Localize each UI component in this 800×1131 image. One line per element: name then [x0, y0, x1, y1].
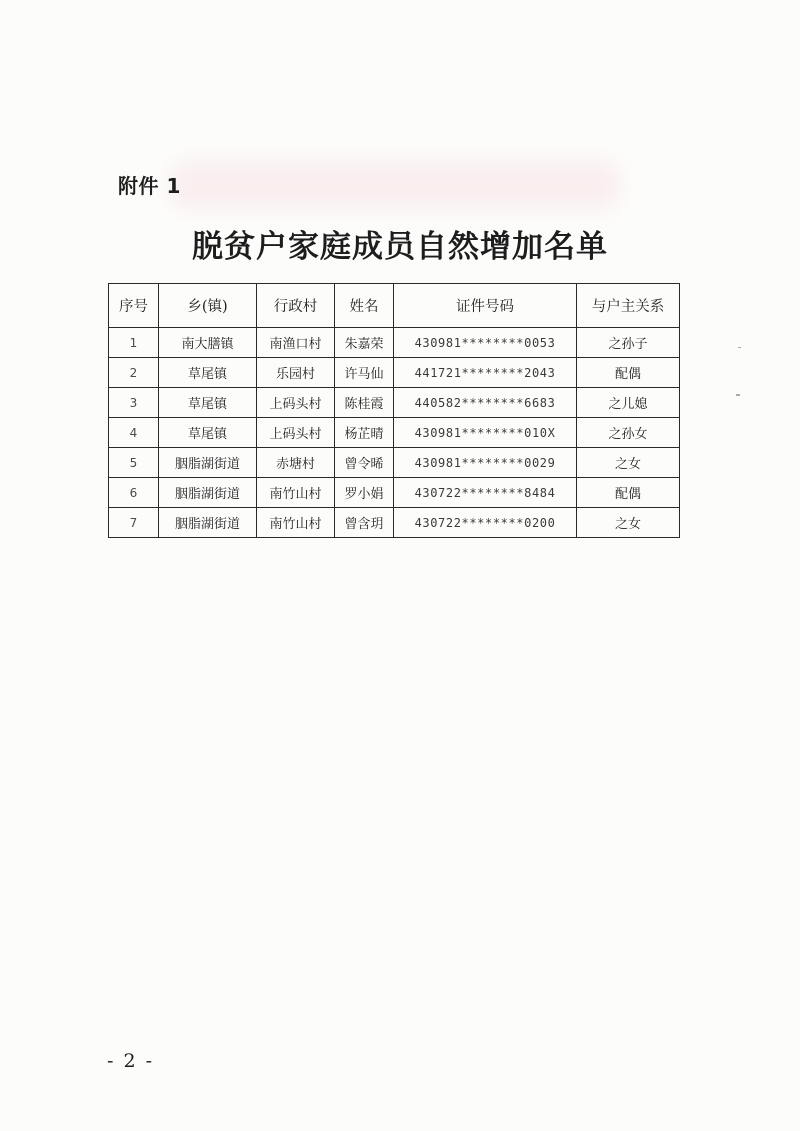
cell-town: 胭脂湖街道	[159, 478, 257, 508]
cell-relation: 之女	[577, 448, 680, 478]
cell-index: 6	[109, 478, 159, 508]
cell-index: 7	[109, 508, 159, 538]
header-index: 序号	[109, 284, 159, 328]
header-relation: 与户主关系	[577, 284, 680, 328]
roster-table	[108, 283, 680, 538]
cell-index: 1	[109, 328, 159, 358]
roster-table-container	[108, 283, 679, 538]
cell-relation: 之孙子	[577, 328, 680, 358]
cell-town: 胭脂湖街道	[159, 448, 257, 478]
table-header-row	[109, 284, 680, 328]
cell-name: 曾含玥	[335, 508, 394, 538]
cell-town: 草尾镇	[159, 388, 257, 418]
cell-index: 3	[109, 388, 159, 418]
cell-id-number: 430981********0053	[394, 328, 577, 358]
header-name: 姓名	[335, 284, 394, 328]
cell-name: 朱嘉荣	[335, 328, 394, 358]
cell-village: 赤塘村	[257, 448, 335, 478]
cell-id-number: 441721********2043	[394, 358, 577, 388]
page-number: - 2 -	[107, 1050, 155, 1072]
cell-town: 胭脂湖街道	[159, 508, 257, 538]
cell-id-number: 430722********8484	[394, 478, 577, 508]
table-row	[109, 478, 680, 508]
document-title: 脱贫户家庭成员自然增加名单	[192, 229, 608, 265]
cell-relation: 之孙女	[577, 418, 680, 448]
cell-village: 南渔口村	[257, 328, 335, 358]
header-village: 行政村	[257, 284, 335, 328]
cell-name: 许马仙	[335, 358, 394, 388]
cell-relation: 之儿媳	[577, 388, 680, 418]
cell-town: 草尾镇	[159, 358, 257, 388]
cell-id-number: 430981********010X	[394, 418, 577, 448]
cell-id-number: 430981********0029	[394, 448, 577, 478]
scan-speck	[736, 394, 740, 396]
cell-name: 曾令晞	[335, 448, 394, 478]
cell-name: 罗小娟	[335, 478, 394, 508]
table-row	[109, 508, 680, 538]
cell-index: 4	[109, 418, 159, 448]
cell-name: 杨芷晴	[335, 418, 394, 448]
cell-town: 南大膳镇	[159, 328, 257, 358]
cell-index: 5	[109, 448, 159, 478]
cell-village: 南竹山村	[257, 478, 335, 508]
scan-speck	[738, 347, 741, 348]
table-row	[109, 418, 680, 448]
table-row	[109, 448, 680, 478]
cell-town: 草尾镇	[159, 418, 257, 448]
attachment-label: 附件 1	[118, 174, 181, 198]
cell-village: 南竹山村	[257, 508, 335, 538]
table-row	[109, 328, 680, 358]
cell-id-number: 430722********0200	[394, 508, 577, 538]
cell-relation: 之女	[577, 508, 680, 538]
table-row	[109, 358, 680, 388]
cell-relation: 配偶	[577, 478, 680, 508]
cell-village: 乐园村	[257, 358, 335, 388]
cell-village: 上码头村	[257, 388, 335, 418]
cell-name: 陈桂霞	[335, 388, 394, 418]
cell-relation: 配偶	[577, 358, 680, 388]
cell-id-number: 440582********6683	[394, 388, 577, 418]
header-town: 乡(镇)	[159, 284, 257, 328]
header-id-number: 证件号码	[394, 284, 577, 328]
cell-village: 上码头村	[257, 418, 335, 448]
cell-index: 2	[109, 358, 159, 388]
table-row	[109, 388, 680, 418]
